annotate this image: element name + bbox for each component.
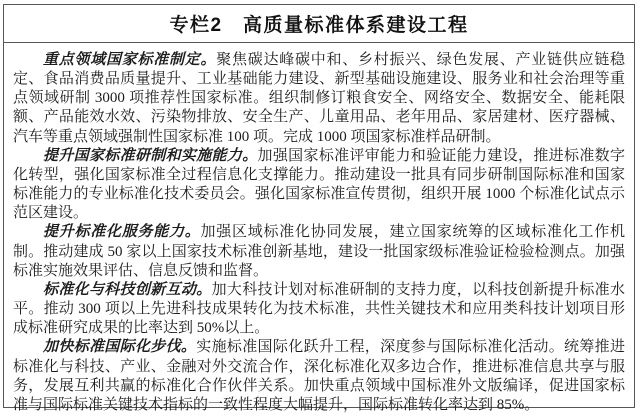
- paragraph-lead: 提升国家标准研制和实施能力。: [43, 147, 258, 164]
- paragraph-lead: 重点领域国家标准制定。: [43, 52, 217, 68]
- paragraph-text: 加大科技计划对标准研制的支持力度，以科技创新提升标准水平。推动 300 项以上先进科技成果转化为技术标准，共性关键技术和应用类科技计划项目形成标准研究成果的比率达到 50%以上。: [13, 281, 625, 337]
- column-title: 专栏2 高质量标准体系建设工程: [4, 5, 634, 43]
- paragraph-text: 加强区域标准化协同发展，建立国家统筹的区域标准化工作机制。推动建成 50 家以上国家技术标准创新基地，建设一批国家级标准验证检验检测点。加强标准实施效果评估、信息反馈和监督。: [13, 224, 625, 279]
- paragraph-lead: 加快标准国际化步伐。: [43, 339, 197, 356]
- column-box: [3, 4, 635, 413]
- column-body: [4, 43, 634, 415]
- paragraph-text: 聚焦碳达峰碳中和、乡村振兴、绿色发展、产业链供应链稳定、食品消费品质量提升、工业基础能力建设、新型基础设施建设、服务业和社会治理等重点领域研制 3000 项推荐性国家标准。组织制修订粮食安全、网络安全、数据安全、能耗限额、产品能效水效、污染物排放、安全生产、儿童用品、老年用品、家居建材、医疗器械、汽车等重点领域强制性国家标准 100 项。完成 1000 项国家标准样品研制。: [13, 52, 625, 145]
- paragraph-standard-development-capacity: [13, 147, 625, 224]
- paragraph-standardization-services: [13, 223, 625, 280]
- paragraph-internationalization: [13, 338, 625, 415]
- paragraph-lead: 提升标准化服务能力。: [43, 224, 201, 241]
- paragraph-tech-innovation-interaction: [13, 281, 625, 338]
- paragraph-key-national-standards: [13, 51, 625, 147]
- paragraph-text: 加强国家标准评审能力和验证能力建设，推进标准数字化转型，强化国家标准全过程信息化支撑能力。推动建设一批具有同步研制国际标准和国家标准能力的专业标准化技术委员会。强化国家标准宣传贯彻，组织开展 1000 个标准化试点示范区建设。: [13, 147, 625, 222]
- paragraph-lead: 标准化与科技创新互动。: [43, 281, 212, 298]
- paragraph-text: 实施标准国际化跃升工程，深度参与国际标准化活动。统筹推进标准化与科技、产业、金融对外交流合作，深化标准化双多边合作，推进标准信息共享与服务，发展互利共赢的标准化合作伙伴关系。加快重点领域中国标准外文版编译，促进国家标准与国际标准关键技术指标的一致性程度大幅提升，国际标准转化率达到 85%。: [13, 339, 625, 413]
